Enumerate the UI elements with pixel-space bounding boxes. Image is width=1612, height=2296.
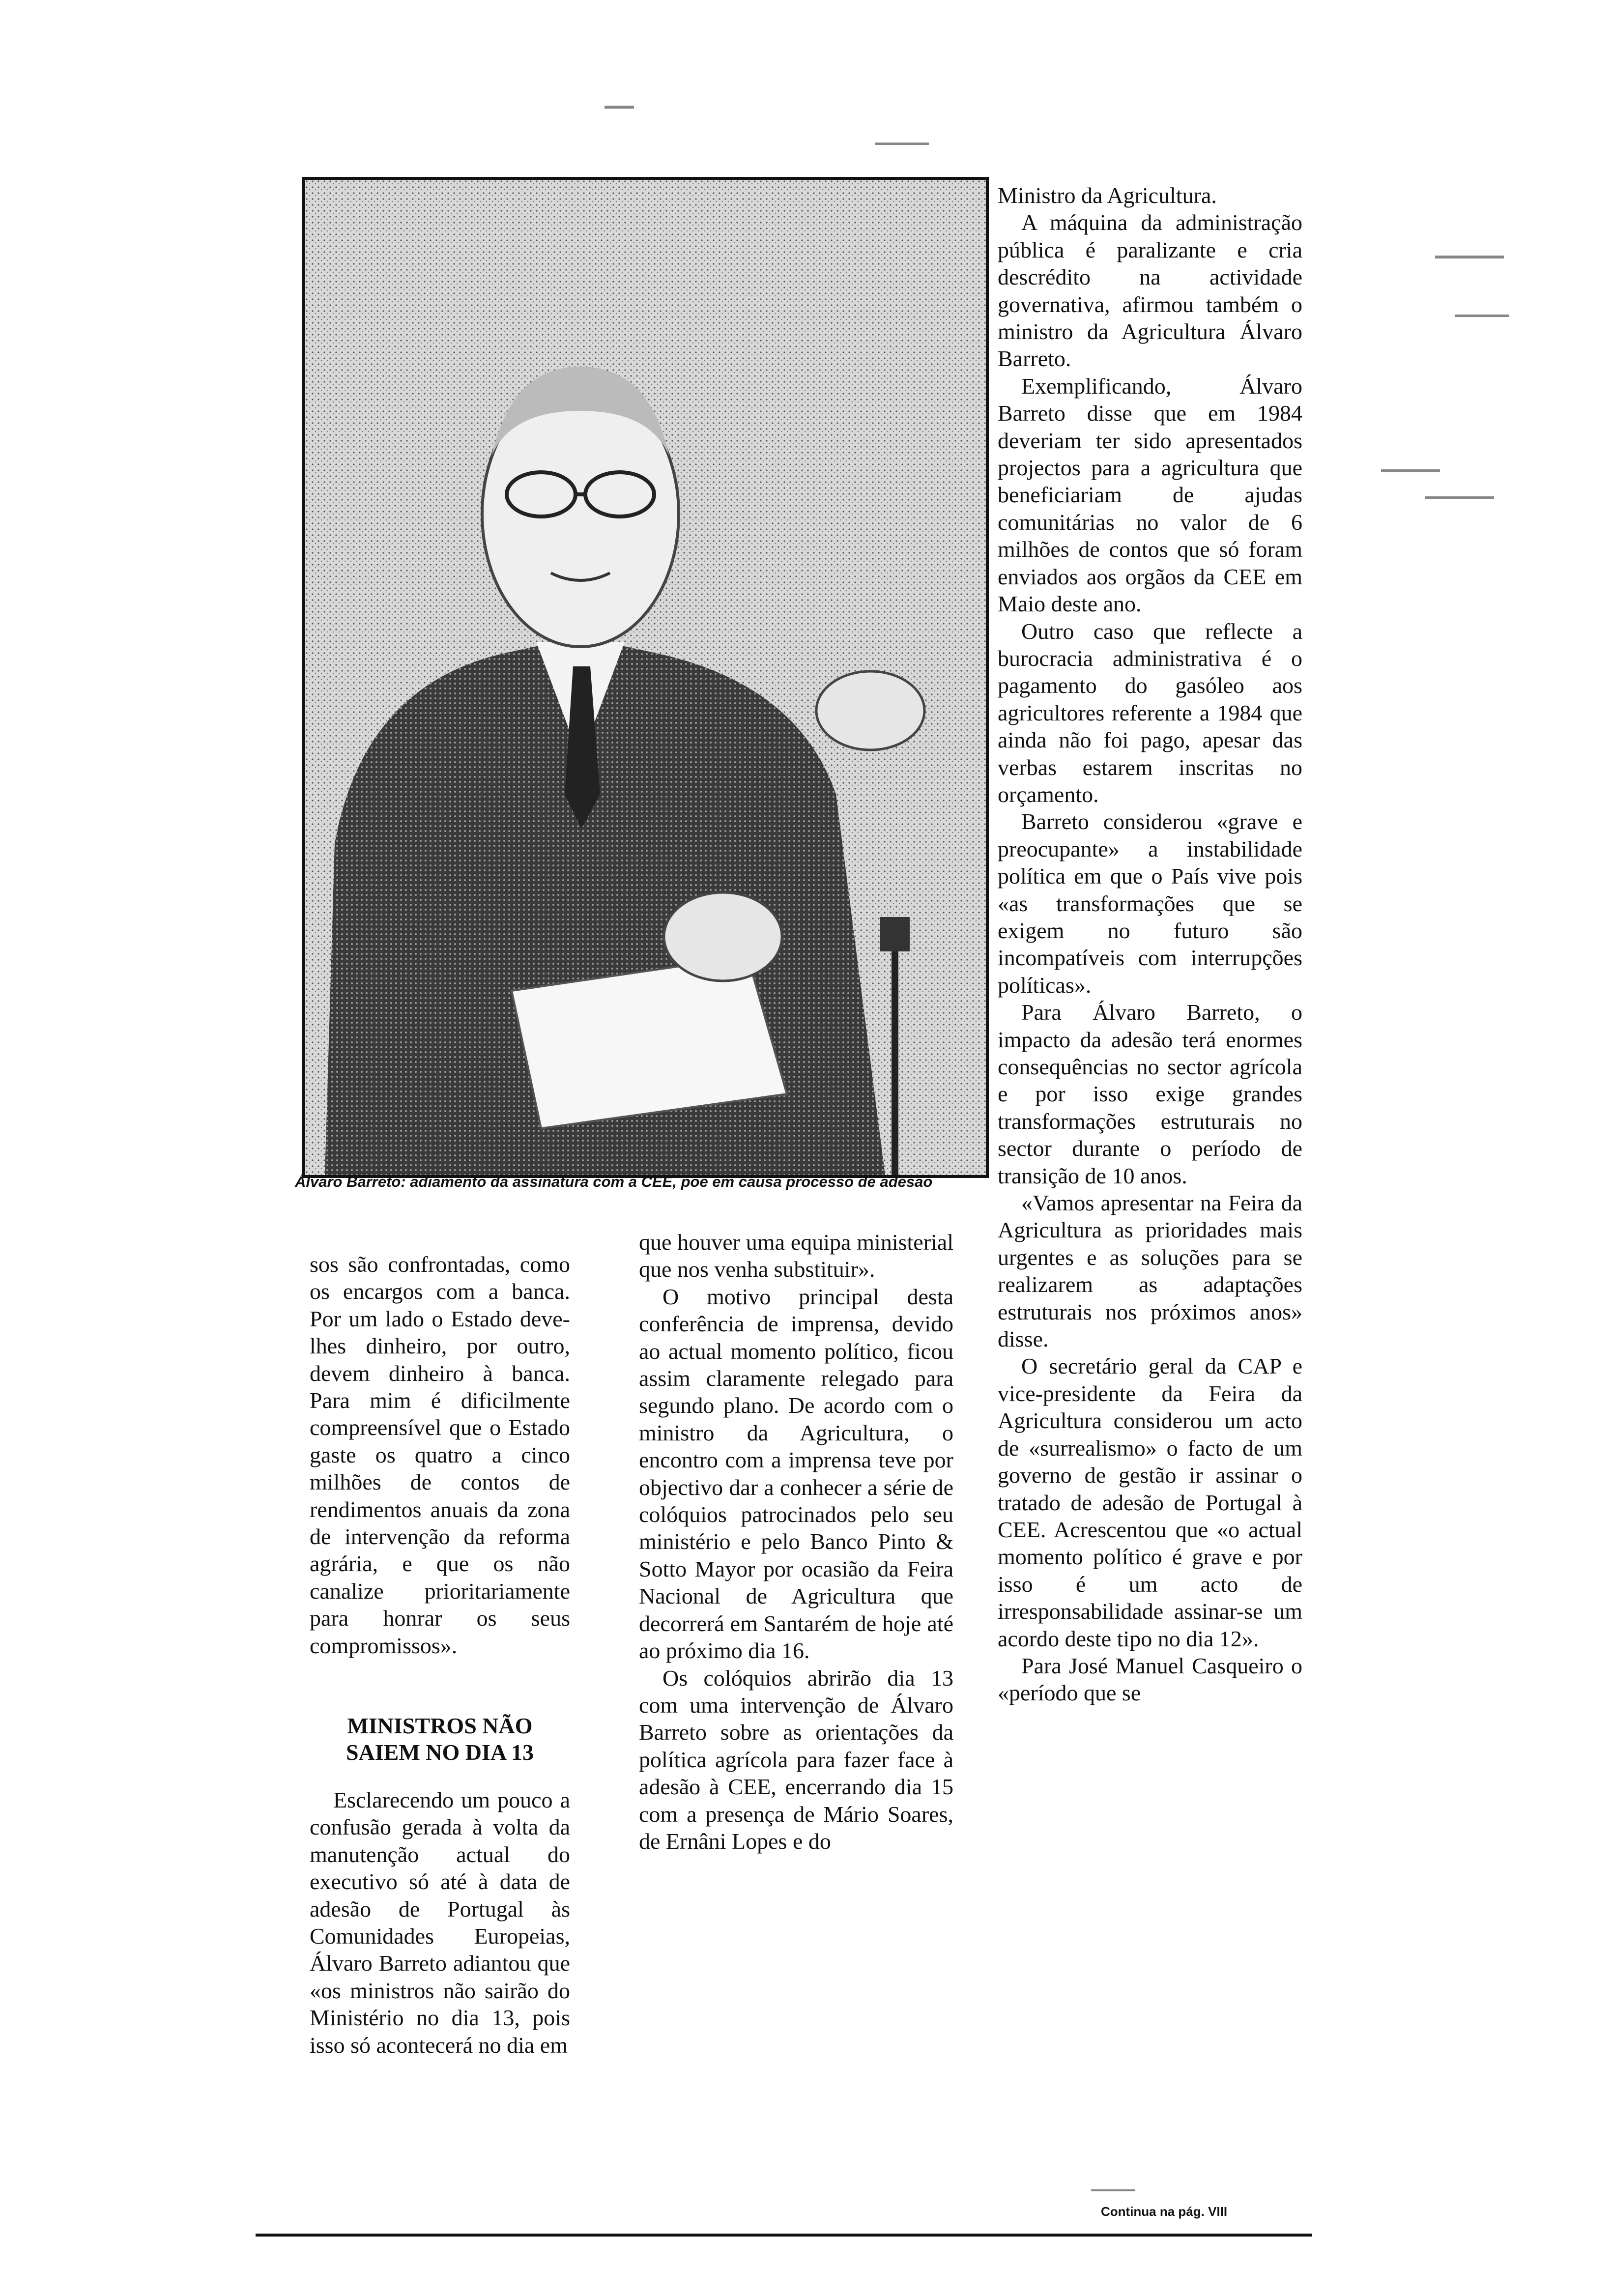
heading-line: SAIEM NO DIA 13 bbox=[345, 1740, 534, 1765]
photo-caption: Álvaro Barreto: adiamento da assinatura com a CEE, põe em causa processo de adesão bbox=[295, 1173, 933, 1190]
paragraph: Outro caso que reflecte a burocracia administrativa é o pagamento do gasóleo aos agricultores referente a 1984 que ainda não foi pago, apesar das verbas estarem inscritas no orçamento. bbox=[998, 618, 1302, 807]
section-heading bbox=[310, 1713, 570, 1766]
scan-noise bbox=[1455, 315, 1509, 317]
paragraph: O secretário geral da CAP e vice-presidente da Feira da Agricultura considerou um acto de «surrealismo» o facto de um governo de gestão ir assinar o tratado de adesão de Portugal à CEE. Acrescentou que «o actual momento político é grave e por isso é um acto de irresponsabilidade assinar-se um acordo deste tipo no dia 12». bbox=[998, 1353, 1302, 1651]
paragraph: Para José Manuel Casqueiro o «período que se bbox=[998, 1653, 1302, 1706]
paragraph: que houver uma equipa ministerial que nos venha substituir». bbox=[639, 1230, 953, 1282]
continuation-note: Continua na pág. VIII bbox=[1101, 2204, 1228, 2219]
column-left-bottom bbox=[310, 1786, 570, 2059]
paragraph: A máquina da administração pública é paralizante e cria descrédito na actividade governativa, afirmou também o ministro da Agricultura Álvaro Barreto. bbox=[998, 210, 1302, 372]
news-photo bbox=[302, 177, 989, 1178]
scan-noise bbox=[604, 106, 634, 109]
paragraph: O motivo principal desta conferência de imprensa, devido ao actual momento político, ficou assim claramente relegado para segundo plano. De acordo com o ministro da Agricultura, o encontro com a imprensa teve por objectivo dar a conhecer a série de colóquios patrocinados pelo seu ministério e pelo Banco Pinto & Sotto Mayor por ocasião da Feira Nacional de Agricultura que decorrerá em Santarém de hoje até ao próximo dia 16. bbox=[639, 1284, 953, 1664]
paragraph: Barreto considerou «grave e preocupante» a instabilidade política em que o País vive pois «as transformações que se exigem no futuro são incompatíveis com interrupções políticas». bbox=[998, 809, 1302, 998]
scan-noise bbox=[875, 143, 929, 145]
paragraph: sos são confrontadas, como os encargos com a banca. Por um lado o Estado deve-lhes dinheiro, por outro, devem dinheiro à banca. Para mim é dificilmente compreensível que o Estado gaste os quatro a cinco milhões de contos de rendimentos anuais da zona de intervenção da reforma agrária, e que os não canalize prioritariamente para honrar os seus compromissos». bbox=[310, 1252, 570, 1658]
column-left-top bbox=[310, 1251, 570, 1659]
paragraph: Os colóquios abrirão dia 13 com uma intervenção de Álvaro Barreto sobre as orientações da política agrícola para fazer face à adesão à CEE, encerrando dia 15 com a presença de Mário Soares, de Ernâni Lopes e do bbox=[639, 1665, 953, 1854]
paragraph: Para Álvaro Barreto, o impacto da adesão terá enormes consequências no sector agrícola e por isso exige grandes transformações estruturais no sector durante o período de transição de 10 anos. bbox=[998, 1000, 1302, 1188]
heading-line: MINISTROS NÃO bbox=[347, 1713, 533, 1738]
paragraph: Ministro da Agricultura. bbox=[998, 183, 1217, 208]
column-right bbox=[998, 182, 1302, 1707]
column-middle bbox=[639, 1229, 953, 1855]
scan-noise bbox=[1425, 496, 1494, 499]
scan-noise bbox=[1435, 256, 1504, 258]
scan-noise bbox=[1091, 2189, 1135, 2191]
paragraph: Esclarecendo um pouco a confusão gerada à volta da manutenção actual do executivo só até à data de adesão de Portugal às Comunidades Europeias, Álvaro Barreto adiantou que «os ministros não sairão do Ministério no dia 13, pois isso só acontecerá no dia em bbox=[310, 1787, 570, 2058]
bottom-rule bbox=[256, 2234, 1312, 2237]
paragraph: Exemplificando, Álvaro Barreto disse que em 1984 deveriam ter sido apresentados projectos para a agricultura que beneficiariam de ajudas comunitárias no valor de 6 milhões de contos que só foram enviados aos orgãos da CEE em Maio deste ano. bbox=[998, 373, 1302, 617]
scan-noise bbox=[1381, 469, 1440, 472]
portrait-illustration bbox=[305, 180, 986, 1175]
paragraph: «Vamos apresentar na Feira da Agricultura as prioridades mais urgentes e as soluções para se realizarem as adaptações estruturais nos próximos anos» disse. bbox=[998, 1190, 1302, 1352]
